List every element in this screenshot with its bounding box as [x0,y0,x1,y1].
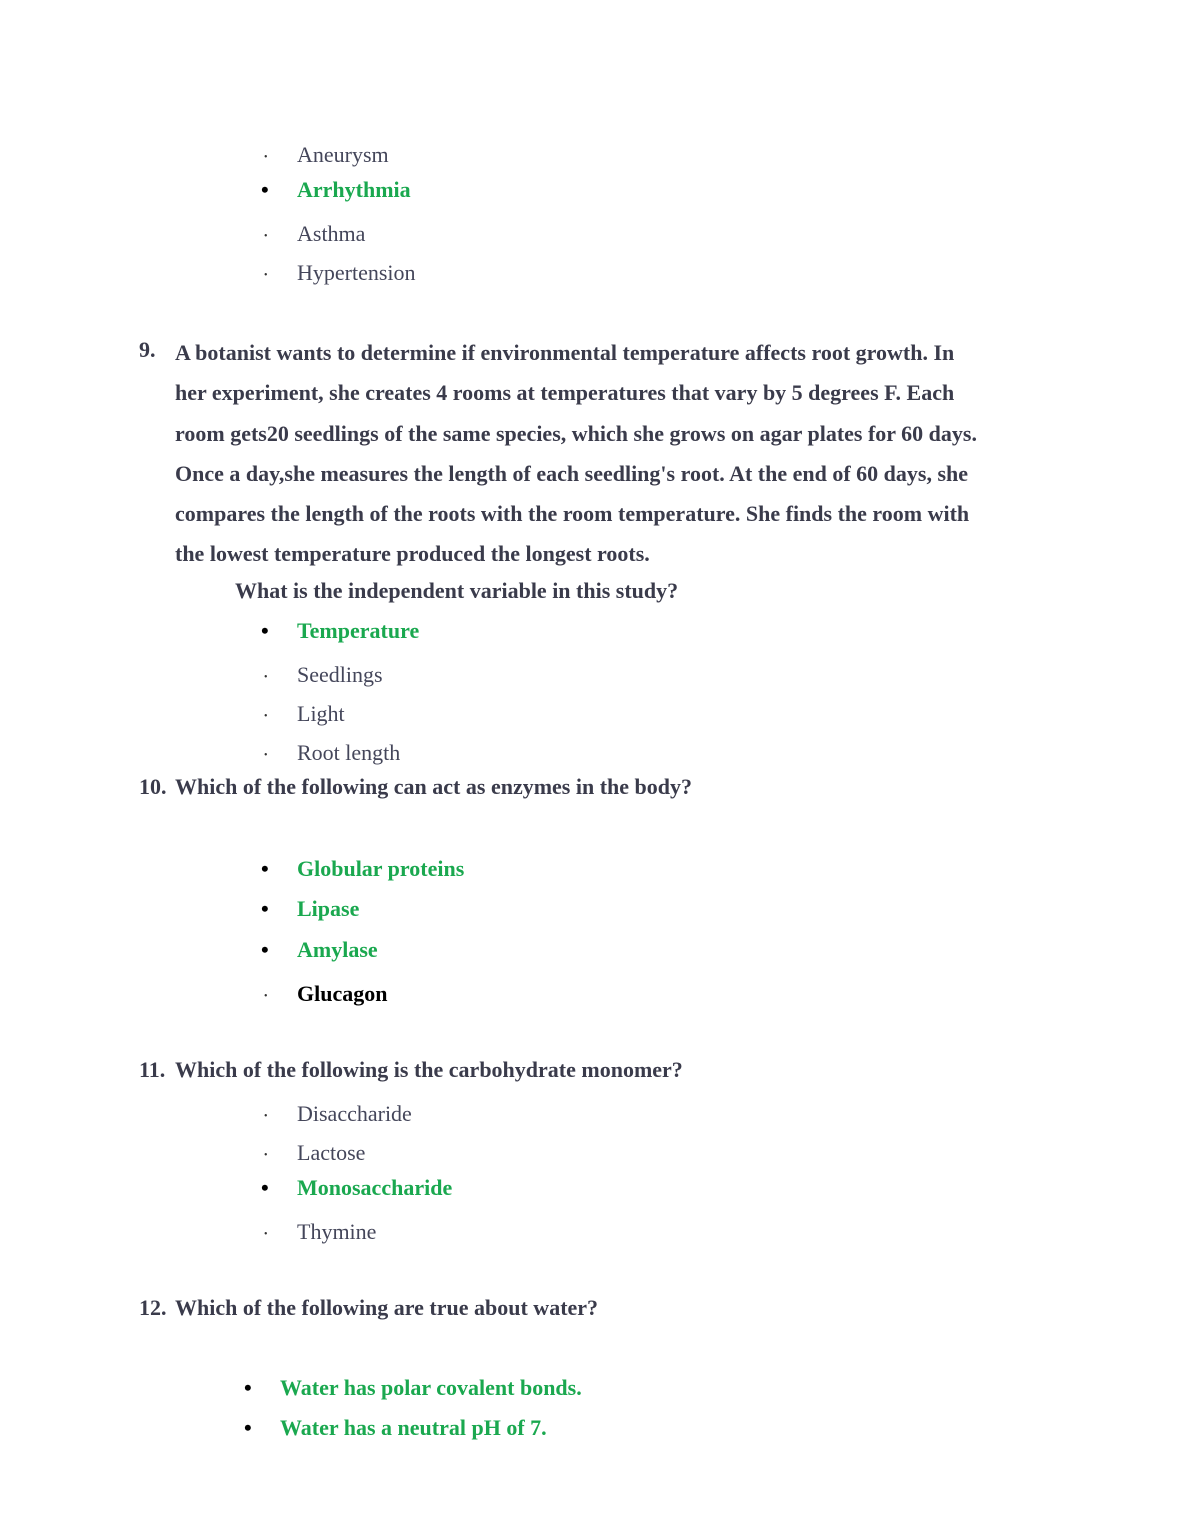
bullet-icon: • [264,1111,268,1122]
bullet-icon: • [264,711,268,722]
q9-line: A botanist wants to determine if environmental temperature affects root growth. In [175,340,955,365]
q12-question: Which of the following are true about water? [175,1295,599,1320]
q11-option-2: Lactose [297,1140,366,1165]
q8-option-3: Asthma [297,221,366,246]
bullet-icon: • [261,177,269,202]
q9-sub-question: What is the independent variable in this study? [235,578,679,603]
bullet-icon: • [264,1150,268,1161]
q9-line: Once a day,she measures the length of each seedling's root. At the end of 60 days, she [175,460,969,486]
q10-option-4: Glucagon [297,981,388,1006]
q12-number: 12. [139,1295,167,1320]
bullet-icon: • [264,1229,268,1240]
bullet-icon: • [244,1375,252,1400]
q9-question [175,333,1045,575]
bullet-icon: • [261,618,269,643]
bullet-icon: • [264,991,268,1002]
q9-line: the lowest temperature produced the longest roots. [175,541,650,567]
bullet-icon: • [264,152,268,163]
q8-option-1: Aneurysm [297,142,389,167]
q8-option-4: Hypertension [297,260,416,285]
q8-option-2-correct: Arrhythmia [297,177,411,202]
bullet-icon: • [264,750,268,761]
bullet-icon: • [264,672,268,683]
q11-question: Which of the following is the carbohydrate monomer? [175,1057,683,1082]
q9-option-4: Root length [297,740,401,765]
q10-option-3-correct: Amylase [297,937,378,962]
q11-option-4: Thymine [297,1219,377,1244]
q10-question: Which of the following can act as enzymes in the body? [175,774,692,799]
q10-number: 10. [139,774,167,799]
q9-line: her experiment, she creates 4 rooms at temperatures that vary by 5 degrees F. Each [175,380,955,406]
q9-line: compares the length of the roots with the room temperature. She finds the room with [175,501,970,527]
bullet-icon: • [261,856,269,881]
q9-option-1-correct: Temperature [297,618,420,643]
q9-line: room gets20 seedlings of the same species, which she grows on agar plates for 60 days. [175,420,977,446]
bullet-icon: • [261,896,269,921]
bullet-icon: • [264,270,268,281]
bullet-icon: • [261,937,269,962]
q9-number: 9. [139,337,156,362]
q10-option-1-correct: Globular proteins [297,856,465,881]
q11-option-1: Disaccharide [297,1101,412,1126]
q12-option-1-correct: Water has polar covalent bonds. [280,1375,582,1400]
q11-option-3-correct: Monosaccharide [297,1175,453,1200]
bullet-icon: • [264,231,268,242]
q11-number: 11. [139,1057,166,1082]
q9-option-3: Light [297,701,345,726]
q10-option-2-correct: Lipase [297,896,360,921]
q12-option-2-correct: Water has a neutral pH of 7. [280,1415,547,1440]
bullet-icon: • [244,1415,252,1440]
bullet-icon: • [261,1175,269,1200]
q9-option-2: Seedlings [297,662,383,687]
